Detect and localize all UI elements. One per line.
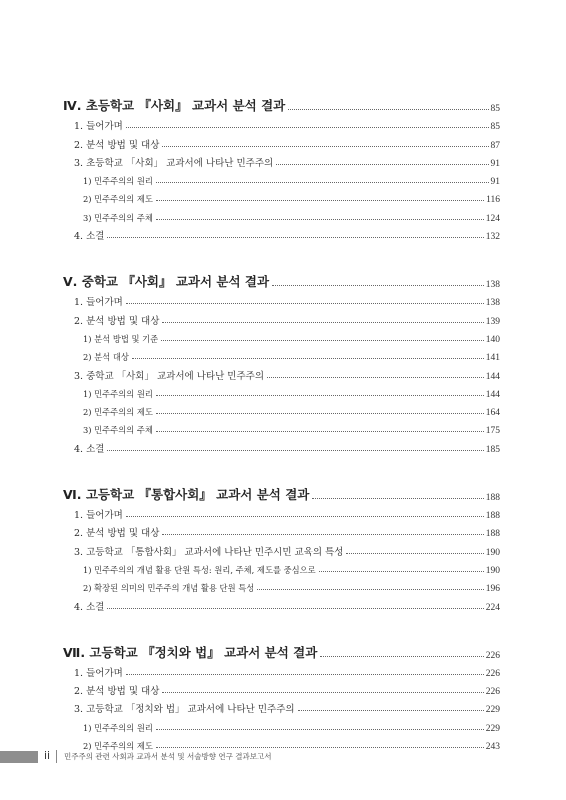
toc-section-item[interactable]	[63, 363, 500, 381]
dot-leader	[156, 413, 484, 414]
toc-chapter-title: Ⅳ. 초등학교 『사회』 교과서 분석 결과	[63, 98, 286, 113]
footer-report-title: 민주주의 관련 사회과 교과서 분석 및 서술방향 연구 결과보고서	[64, 752, 272, 761]
toc-section-item[interactable]	[63, 436, 500, 454]
toc-section-item-title: 3. 고등학교 「정치와 법」 교과서에 나타난 민주주의	[74, 704, 295, 716]
toc-section	[63, 477, 500, 613]
toc-subsection[interactable]	[63, 418, 500, 436]
dot-leader	[156, 729, 484, 730]
toc-subsection-title: 2) 민주주의의 제도	[83, 407, 153, 418]
table-of-contents	[63, 88, 500, 774]
dot-leader	[107, 450, 483, 451]
toc-subsection-title: 2) 확장된 의미의 민주주의 개념 활용 단원 특성	[83, 583, 255, 594]
toc-section-item-page: 224	[485, 602, 500, 613]
toc-chapter-page: 226	[485, 650, 500, 661]
dot-leader	[161, 340, 484, 341]
toc-chapter[interactable]	[63, 635, 500, 661]
dot-leader	[288, 109, 488, 110]
toc-subsection[interactable]	[63, 576, 500, 594]
toc-chapter[interactable]	[63, 264, 500, 290]
toc-section-item-title: 1. 들어가며	[74, 297, 123, 309]
toc-section-item-page: 139	[485, 316, 500, 327]
toc-section-item-page: 185	[485, 444, 500, 455]
toc-subsection-title: 1) 민주주의의 원리	[83, 176, 153, 187]
dot-leader	[107, 237, 483, 238]
toc-subsection-title: 1) 분석 방법 및 기준	[83, 333, 159, 344]
toc-section-item-title: 4. 소결	[74, 601, 105, 613]
toc-section-item-title: 1. 들어가며	[74, 121, 123, 133]
toc-subsection[interactable]	[63, 169, 500, 187]
toc-section-item-page: 132	[485, 232, 500, 243]
dot-leader	[320, 656, 483, 657]
toc-section-item-title: 2. 분석 방법 및 대상	[74, 315, 160, 327]
toc-section	[63, 88, 500, 242]
toc-chapter[interactable]	[63, 88, 500, 114]
dot-leader	[162, 322, 483, 323]
toc-section-item-page: 144	[485, 371, 500, 382]
toc-chapter-title: Ⅴ. 중학교 『사회』 교과서 분석 결과	[63, 274, 270, 290]
toc-section-item-title: 4. 소결	[74, 443, 105, 455]
toc-subsection-title: 2) 민주주의의 제도	[83, 194, 153, 205]
toc-section	[63, 635, 500, 752]
toc-section-item-page: 188	[485, 529, 500, 540]
toc-subsection[interactable]	[63, 327, 500, 345]
toc-subsection[interactable]	[63, 400, 500, 418]
toc-subsection-page: 175	[485, 426, 500, 437]
toc-subsection[interactable]	[63, 558, 500, 576]
dot-leader	[156, 431, 484, 432]
toc-subsection[interactable]	[63, 715, 500, 733]
toc-chapter-page: 138	[485, 280, 500, 291]
toc-subsection-page: 141	[485, 353, 500, 364]
toc-section	[63, 264, 500, 455]
toc-section-item[interactable]	[63, 594, 500, 612]
toc-chapter-title: Ⅶ. 고등학교 『정치와 법』 교과서 분석 결과	[63, 644, 318, 660]
toc-section-item[interactable]	[63, 308, 500, 326]
toc-section-item[interactable]	[63, 114, 500, 132]
toc-chapter-page: 188	[485, 492, 500, 503]
toc-section-item[interactable]	[63, 679, 500, 697]
toc-subsection[interactable]	[63, 205, 500, 223]
toc-section-item[interactable]	[63, 151, 500, 169]
toc-section-item-title: 1. 들어가며	[74, 510, 123, 522]
dot-leader	[162, 534, 483, 535]
toc-section-item[interactable]	[63, 539, 500, 557]
toc-subsection-title: 1) 민주주의의 원리	[83, 722, 153, 733]
toc-section-item[interactable]	[63, 503, 500, 521]
toc-section-item-page: 85	[490, 122, 500, 133]
toc-section-item[interactable]	[63, 224, 500, 242]
toc-chapter-page: 85	[490, 104, 500, 114]
toc-section-item-title: 1. 들어가며	[74, 667, 123, 679]
toc-section-item-title: 3. 중학교 「사회」 교과서에 나타난 민주주의	[74, 370, 264, 382]
toc-subsection-title: 2) 민주주의의 제도	[83, 741, 153, 752]
toc-subsection-title: 2) 분석 대상	[83, 352, 129, 363]
toc-subsection-page: 144	[485, 389, 500, 400]
toc-section-item-title: 3. 고등학교 「통합사회」 교과서에 나타난 민주시민 교육의 특성	[74, 546, 344, 558]
toc-section-item-page: 226	[485, 668, 500, 679]
toc-subsection[interactable]	[63, 345, 500, 363]
toc-subsection-page: 140	[485, 334, 500, 345]
toc-section-item-page: 190	[485, 547, 500, 558]
dot-leader	[126, 127, 489, 128]
toc-chapter[interactable]	[63, 477, 500, 503]
toc-section-item-title: 4. 소결	[74, 231, 105, 243]
toc-subsection-page: 116	[486, 195, 500, 206]
toc-subsection[interactable]	[63, 382, 500, 400]
toc-subsection-page: 124	[485, 213, 500, 224]
dot-leader	[126, 674, 484, 675]
dot-leader	[156, 182, 489, 183]
footer-page-number: ii	[44, 749, 51, 762]
toc-section-item-page: 138	[485, 298, 500, 309]
toc-section-item-page: 229	[485, 705, 500, 716]
toc-section-item[interactable]	[63, 521, 500, 539]
dot-leader	[298, 710, 484, 711]
toc-subsection-page: 91	[490, 177, 500, 188]
toc-subsection-page: 243	[485, 742, 500, 753]
toc-section-item-page: 226	[485, 687, 500, 698]
toc-section-item[interactable]	[63, 132, 500, 150]
toc-section-item[interactable]	[63, 661, 500, 679]
toc-section-item-page: 91	[490, 158, 500, 169]
dot-leader	[126, 516, 484, 517]
toc-section-item-title: 2. 분석 방법 및 대상	[74, 528, 160, 540]
toc-section-item[interactable]	[63, 290, 500, 308]
toc-subsection[interactable]	[63, 187, 500, 205]
toc-subsection-page: 190	[485, 565, 500, 576]
toc-subsection-title: 3) 민주주의의 주체	[83, 212, 153, 223]
toc-subsection-title: 1) 민주주의의 원리	[83, 388, 153, 399]
dot-leader	[132, 358, 484, 359]
toc-section-item-title: 2. 분석 방법 및 대상	[74, 139, 160, 151]
dot-leader	[126, 303, 484, 304]
dot-leader	[267, 377, 484, 378]
toc-section-item-page: 87	[490, 140, 500, 151]
footer-bar	[0, 751, 38, 763]
dot-leader	[312, 498, 483, 499]
footer-divider	[56, 750, 57, 763]
dot-leader	[276, 164, 488, 165]
toc-section-item-title: 2. 분석 방법 및 대상	[74, 686, 160, 698]
toc-subsection-title: 1) 민주주의의 개념 활용 단원 특성: 원리, 주체, 제도를 중심으로	[83, 564, 316, 575]
toc-subsection-page: 164	[485, 408, 500, 419]
toc-section-item[interactable]	[63, 697, 500, 715]
toc-section-item-page: 188	[485, 511, 500, 522]
dot-leader	[162, 146, 488, 147]
dot-leader	[319, 571, 484, 572]
toc-subsection-page: 229	[485, 723, 500, 734]
toc-chapter-title: Ⅵ. 고등학교 『통합사회』 교과서 분석 결과	[63, 486, 310, 502]
dot-leader	[162, 692, 483, 693]
dot-leader	[257, 589, 484, 590]
dot-leader	[156, 200, 484, 201]
toc-subsection-page: 196	[485, 584, 500, 595]
toc-subsection-title: 3) 민주주의의 주체	[83, 425, 153, 436]
page-footer	[0, 745, 566, 769]
toc-section-item-title: 3. 초등학교 「사회」 교과서에 나타난 민주주의	[74, 157, 274, 169]
dot-leader	[107, 608, 483, 609]
dot-leader	[272, 285, 484, 286]
dot-leader	[156, 219, 484, 220]
dot-leader	[346, 553, 483, 554]
dot-leader	[156, 395, 484, 396]
